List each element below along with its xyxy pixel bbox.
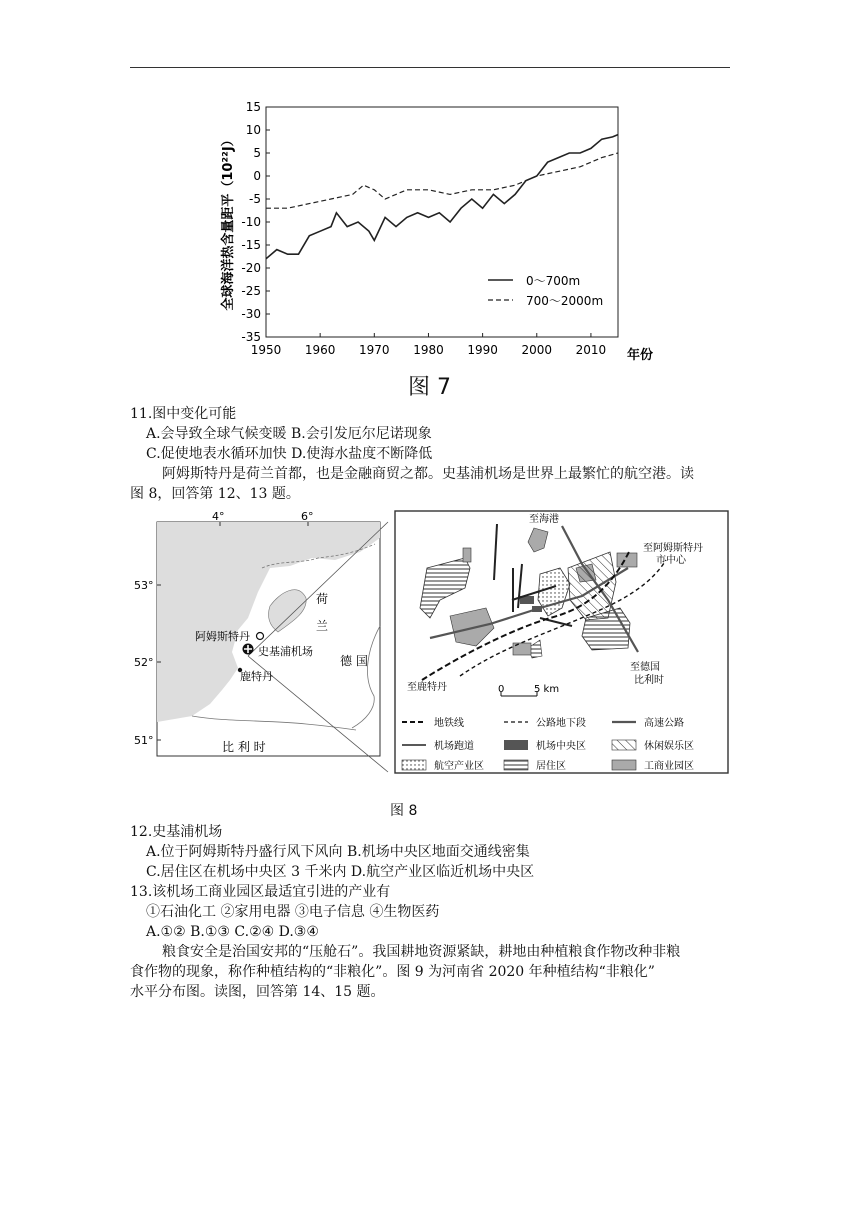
intro-12-line1: 阿姆斯特丹是荷兰首都，也是金融商贸之都。史基浦机场是世界上最繁忙的航空港。读 [162,466,694,482]
x-tick-label: 2000 [521,343,553,357]
y-tick-label: -30 [241,307,261,321]
lat-52-label: 52° [134,656,154,669]
q13-stem: 13.该机场工商业园区最适宜引进的产业有 [130,884,391,900]
amsterdam-label: 阿姆斯特丹 [195,630,250,643]
chart-legend [488,274,603,308]
schiphol-detail-map [395,511,728,773]
y-tick-label: -15 [241,238,261,252]
map-legend [402,716,694,772]
x-tick-label: 1950 [250,343,282,357]
intro-14-line1: 粮食安全是治国安邦的“压舱石”。我国耕地资源紧缺，耕地由种植粮食作物改种非粮 [162,944,681,960]
figure-8-caption: 图 8 [390,803,418,819]
legend-aviation-industry: 航空产业区 [434,761,484,772]
netherlands-map [134,510,388,772]
figure-8-maps [130,508,730,776]
q11-options-ab: A.会导致全球气候变暖 B.会引发厄尔尼诺现象 [146,426,432,442]
intro-14-line3: 水平分布图。读图，回答第 14、15 题。 [130,984,385,1000]
q12-stem: 12.史基浦机场 [130,824,223,840]
lon-4-label: 4° [212,510,225,523]
to-rotterdam-label: 至鹿特丹 [407,682,447,693]
y-tick-label: -25 [241,284,261,298]
q12-options-cd: C.居住区在机场中央区 3 千米内 D.航空产业区临近机场中央区 [146,864,535,880]
intro-12-line2: 图 8，回答第 12、13 题。 [130,486,300,502]
to-amsterdam-label-1: 至阿姆斯特丹 [643,543,703,554]
amsterdam-marker [257,633,264,640]
belgium-label: 比 利 时 [222,740,266,754]
q13-answers: A.①② B.①③ C.②④ D.③④ [146,924,319,940]
series-line-0 [266,135,618,259]
legend-metro: 地铁线 [434,718,464,729]
y-tick-label: -5 [249,192,261,206]
legend-leisure: 休闲娱乐区 [644,741,694,752]
legend-item-0-700: 0～700m [526,274,581,288]
netherlands-label-2: 兰 [316,619,329,633]
legend-business-park: 工商业园区 [644,761,694,772]
to-germany-label-1: 至德国 [630,662,660,673]
q11-options-cd: C.促使地表水循环加快 D.使海水盐度不断降低 [146,446,433,462]
x-tick-label: 1960 [304,343,336,357]
x-tick-label: 1980 [413,343,444,357]
netherlands-label-1: 荷 [316,592,329,606]
lat-51-label: 51° [134,734,154,747]
q13-items: ①石油化工 ②家用电器 ③电子信息 ④生物医药 [146,904,440,920]
y-tick-label: 0 [253,169,261,183]
y-tick-label: -10 [241,215,261,229]
legend-item-700-2000: 700～2000m [526,294,604,308]
legend-residential: 居住区 [536,761,566,772]
to-amsterdam-label-2: 市中心 [656,555,686,566]
to-seaport-label: 至海港 [529,514,559,525]
scale-zero: 0 [498,684,505,695]
ocean-heat-chart [210,95,654,370]
scale-five-km: 5 km [534,684,560,695]
figure-7-caption: 图 7 [408,375,451,400]
legend-runway: 机场跑道 [434,741,474,752]
germany-label: 德 国 [340,654,368,668]
x-tick-label: 1970 [359,343,390,357]
lon-6-label: 6° [301,510,314,523]
y-tick-label: 5 [253,146,261,160]
y-tick-label: -20 [241,261,261,275]
rotterdam-label: 鹿特丹 [240,670,273,683]
legend-road-underground: 公路地下段 [536,718,586,729]
intro-14-line2: 食作物的现象，称作种植结构的“非粮化”。图 9 为河南省 2020 年种植结构“非粮化” [130,964,655,980]
to-germany-label-2: 比利时 [634,675,664,686]
legend-airport-central: 机场中央区 [536,741,586,752]
header-rule [130,67,730,68]
y-tick-label: -35 [241,330,261,344]
schiphol-label: 史基浦机场 [258,645,313,658]
q12-options-ab: A.位于阿姆斯特丹盛行风下风向 B.机场中央区地面交通线密集 [146,844,530,860]
x-tick-label: 2010 [575,343,607,357]
legend-highway: 高速公路 [644,718,684,729]
y-tick-label: 10 [245,123,261,137]
q11-stem: 11.图中变化可能 [130,406,237,422]
lat-53-label: 53° [134,579,154,592]
y-axis-label: 全球海洋热含量距平（10²²J） [221,133,236,311]
x-axis-unit: 年份 [627,348,654,363]
x-tick-label: 1990 [467,343,498,357]
series-line-1 [266,153,618,208]
y-tick-label: 15 [245,100,261,114]
